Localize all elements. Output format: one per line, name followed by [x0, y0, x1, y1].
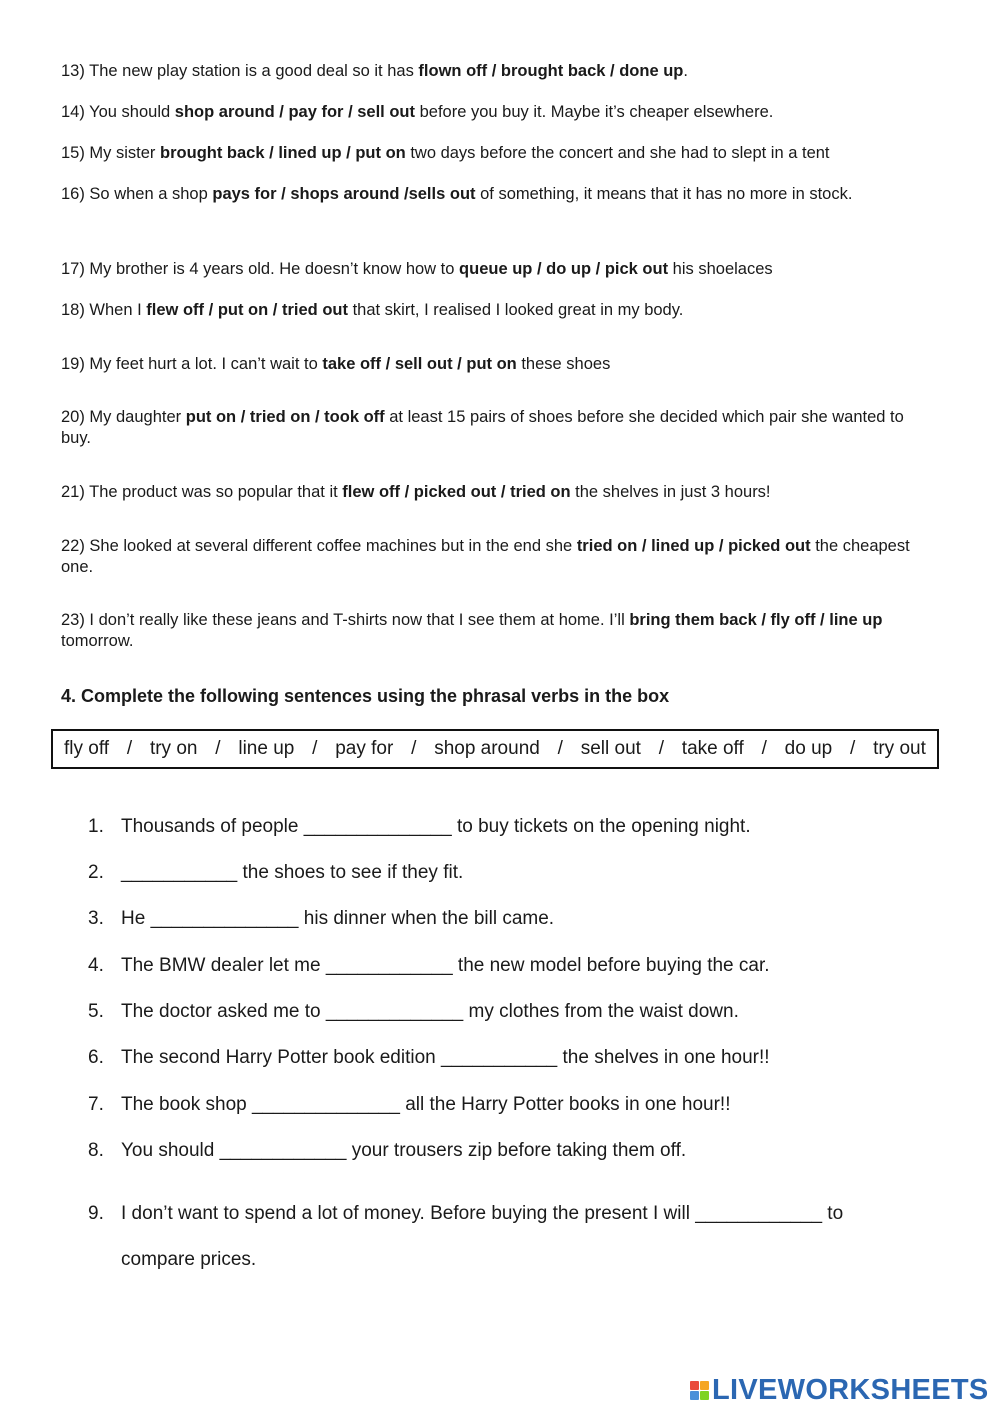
exercise-item-2: 2. ___________ the shoes to see if they fit.: [88, 862, 464, 883]
word-box-separator: /: [850, 738, 856, 759]
question-18: 18) When I flew off / put on / tried out that skirt, I realised I looked great in my body.: [61, 301, 684, 319]
word-box-separator: /: [215, 738, 221, 759]
liveworksheets-logo: [690, 1375, 989, 1405]
logo-text: LIVEWORKSHEETS: [712, 1373, 989, 1406]
question-19: 19) My feet hurt a lot. I can’t wait to take off / sell out / put on these shoes: [61, 355, 611, 373]
question-16: 16) So when a shop pays for / shops around /sells out of something, it means that it has no more in stock.: [61, 185, 853, 203]
question-22: 22) She looked at several different coffee machines but in the end she tried on / lined up / picked out the cheapest one.: [61, 537, 910, 576]
word-box-item: try out: [873, 738, 926, 759]
question-17: 17) My brother is 4 years old. He doesn’t know how to queue up / do up / pick out his shoelaces: [61, 260, 773, 278]
question-13: 13) The new play station is a good deal so it has flown off / brought back / done up.: [61, 62, 688, 80]
exercise-item-5: 5. The doctor asked me to _____________ my clothes from the waist down.: [88, 1001, 739, 1022]
question-15: 15) My sister brought back / lined up / put on two days before the concert and she had to slept in a tent: [61, 144, 830, 162]
question-21: 21) The product was so popular that it flew off / picked out / tried on the shelves in just 3 hours!: [61, 483, 771, 501]
word-box-separator: /: [557, 738, 563, 759]
exercise-item-7: 7. The book shop ______________ all the Harry Potter books in one hour!!: [88, 1094, 731, 1115]
logo-blocks-icon: [690, 1381, 709, 1400]
word-box-item: shop around: [434, 738, 540, 759]
word-box-item: fly off: [64, 738, 110, 759]
exercise-item-9: 9. I don’t want to spend a lot of money. Before buying the present I will ____________ to compare prices.: [88, 1203, 844, 1270]
word-box-item: pay for: [335, 738, 394, 759]
word-box-item: sell out: [580, 738, 641, 759]
question-20: 20) My daughter put on / tried on / took off at least 15 pairs of shoes before she decided which pair she wanted to buy.: [61, 408, 904, 447]
exercise-item-8: 8. You should ____________ your trousers zip before taking them off.: [88, 1140, 687, 1161]
exercise-item-6: 6. The second Harry Potter book edition ___________ the shelves in one hour!!: [88, 1047, 770, 1068]
question-23: 23) I don’t really like these jeans and T-shirts now that I see them at home. I’ll bring them back / fly off / line up tomorrow.: [61, 611, 883, 650]
word-box-item: line up: [238, 738, 295, 759]
exercise-item-1: 1. Thousands of people ______________ to buy tickets on the opening night.: [88, 816, 751, 837]
word-box-separator: /: [658, 738, 664, 759]
word-box-item: do up: [784, 738, 833, 759]
exercise-item-4: 4. The BMW dealer let me ____________ the new model before buying the car.: [88, 955, 770, 976]
word-box-separator: /: [411, 738, 417, 759]
word-box-separator: /: [761, 738, 767, 759]
word-box-item: take off: [681, 738, 744, 759]
question-14: 14) You should shop around / pay for / sell out before you buy it. Maybe it’s cheaper elsewhere.: [61, 103, 774, 121]
word-box-item: try on: [149, 738, 198, 759]
word-box: [51, 729, 939, 769]
word-box-separator: /: [312, 738, 318, 759]
section-heading: 4. Complete the following sentences using the phrasal verbs in the box: [61, 686, 670, 706]
exercise-item-3: 3. He ______________ his dinner when the bill came.: [88, 908, 555, 929]
word-box-separator: /: [126, 738, 133, 759]
